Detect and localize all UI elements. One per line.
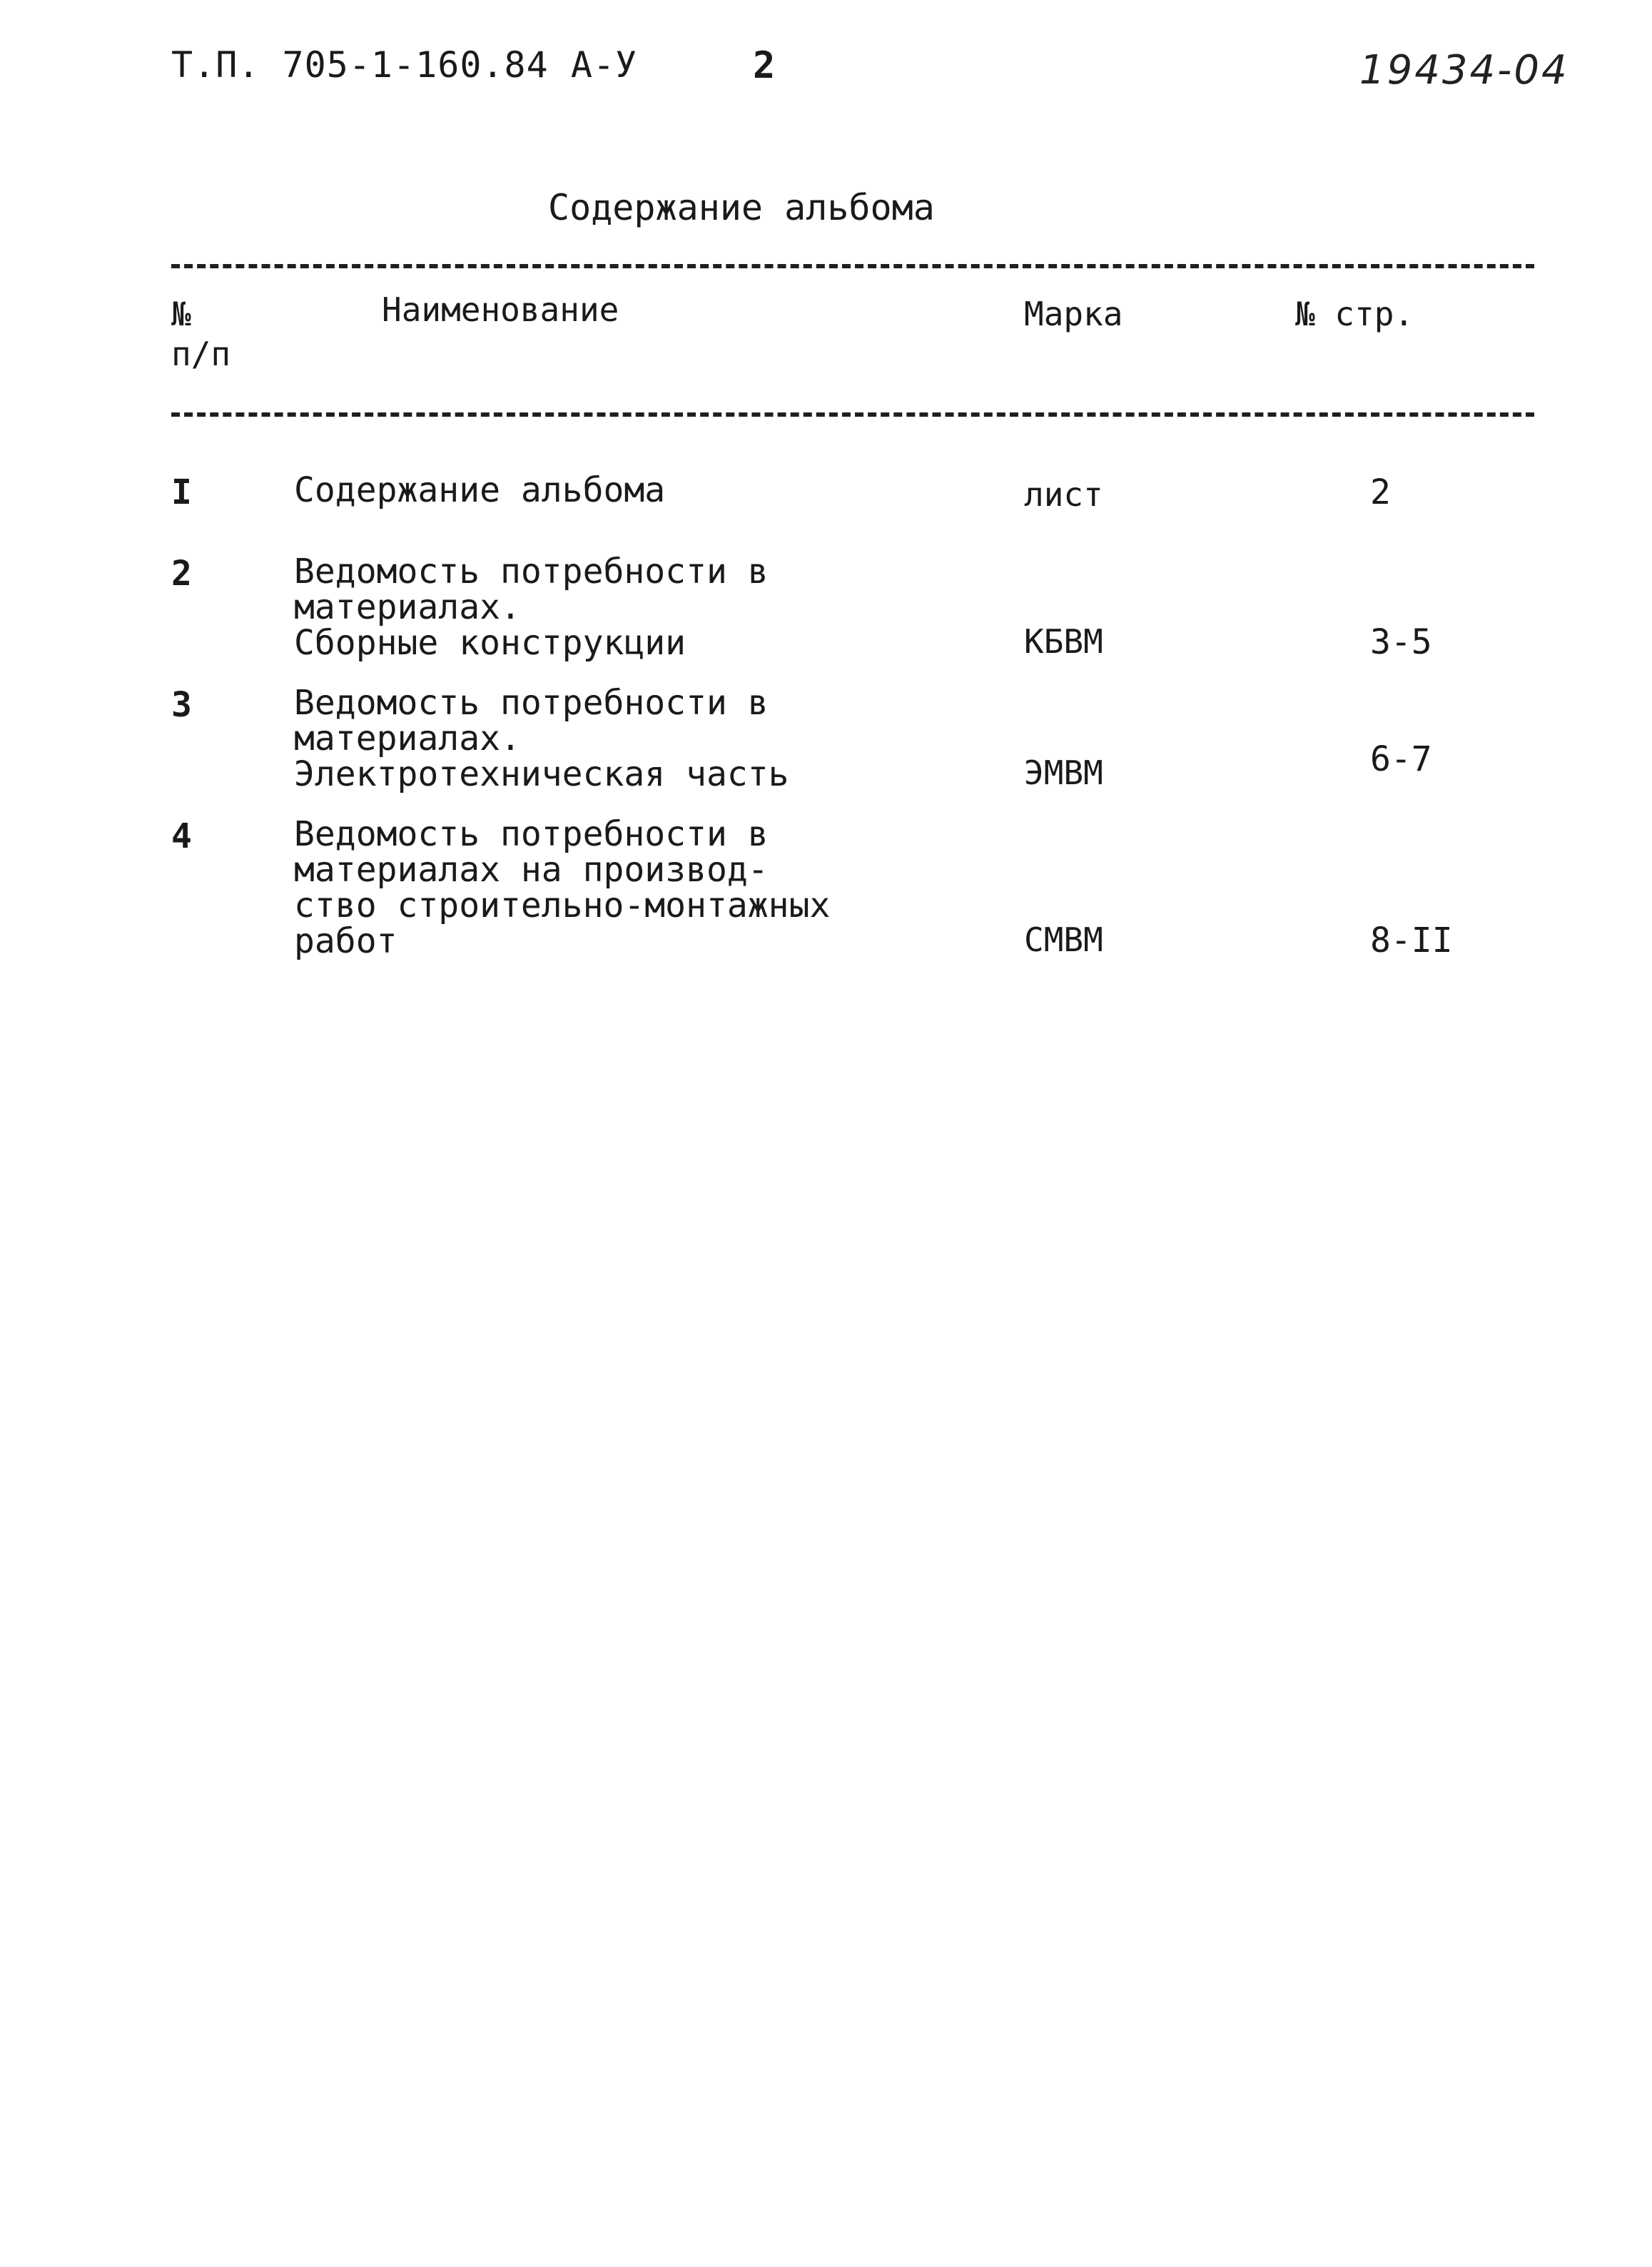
- column-header-mark: Марка: [1024, 295, 1123, 333]
- column-header-name: Наименование: [382, 290, 619, 329]
- column-header-number: № п/п: [171, 295, 231, 373]
- row-mark: ЭМВМ: [1024, 754, 1103, 792]
- row-mark: лист: [1024, 475, 1103, 514]
- row-name: Ведомость потребности в материалах. Электротехническая часть: [294, 683, 789, 794]
- page-number: 2: [753, 44, 776, 87]
- page-title: Содержание альбома: [548, 187, 935, 228]
- row-page: 6-7: [1370, 739, 1432, 779]
- row-number: I: [171, 472, 192, 512]
- document-code: Т.П. 705-1-160.84 А-У: [171, 44, 638, 86]
- row-page: 2: [1370, 472, 1391, 512]
- table-top-rule: [171, 264, 1534, 268]
- row-number: 2: [171, 554, 192, 594]
- row-name: Содержание альбома: [294, 470, 666, 510]
- row-mark: СМВМ: [1024, 921, 1103, 959]
- row-mark: КБВМ: [1024, 622, 1103, 661]
- column-header-page: № стр.: [1295, 295, 1414, 333]
- row-page: 8-II: [1370, 921, 1453, 960]
- row-name: Ведомость потребности в материалах. Сборные конструкции: [294, 552, 769, 663]
- inventory-number: 19434-04: [1359, 47, 1569, 93]
- table-header-rule: [171, 412, 1534, 417]
- row-number: 3: [171, 685, 192, 725]
- row-page: 3-5: [1370, 622, 1432, 662]
- row-number: 4: [171, 816, 192, 856]
- row-name: Ведомость потребности в материалах на производ- ство строительно-монтажных работ: [294, 814, 831, 961]
